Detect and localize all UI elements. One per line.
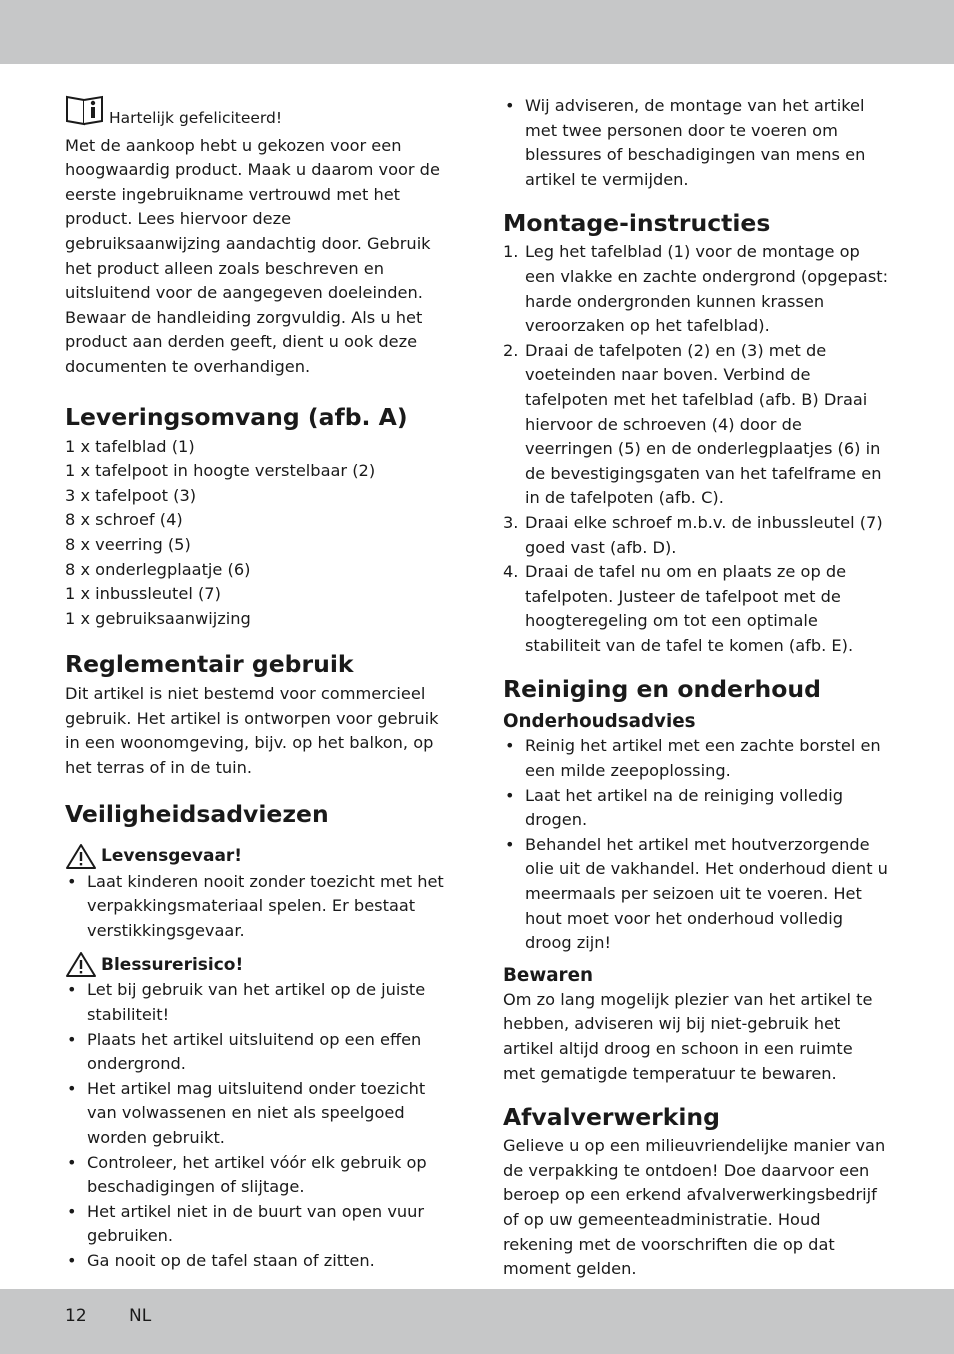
bullet-marker: • <box>505 834 515 854</box>
step-text: Leg het tafelblad (1) voor de montage op een vlakke en zachte ondergrond (opgepast: harde ondergronden kunnen krassen veroorzaken op het tafelblad). <box>525 242 889 336</box>
step-text: Draai de tafelpoten (2) en (3) met de voeteinden naar boven. Verbind de tafelpoten met het tafelblad (afb. B) Draai hiervoor de schroeven (4) door de veerringen (5) en de onderlegplaatjes (6) in de bevestigingsgaten van het tafelframe en in de tafelpoten (afb. C). <box>525 340 882 508</box>
list-item: 1 x tafelpoot in hoogte verstelbaar (2) <box>65 461 376 481</box>
danger-warning <box>65 843 455 870</box>
list-item <box>65 1028 455 1077</box>
bullet-marker: • <box>67 1152 77 1172</box>
list-item-text: Ga nooit op de tafel staan of zitten. <box>87 1250 375 1270</box>
list-item-text: Let bij gebruik van het artikel op de juiste stabiliteit! <box>87 980 426 1025</box>
list-item: 1 x tafelblad (1) <box>65 436 195 456</box>
list-item <box>65 1077 455 1151</box>
list-item <box>503 734 893 783</box>
assembly-title: Montage-instructies <box>503 209 771 238</box>
assembly-step <box>503 511 893 560</box>
list-item-text: Laat kinderen nooit zonder toezicht met het verpakkingsmateriaal spelen. Er bestaat verstikkingsgevaar. <box>87 871 444 940</box>
list-item-text: Behandel het artikel met houtverzorgende olie uit de vakhandel. Het onderhoud dient u meermaals per seizoen uit te voeren. Het hout moet voor het onderhoud volledig droog zijn! <box>525 834 888 953</box>
bullet-marker: • <box>67 1029 77 1049</box>
list-item-text: Wij adviseren, de montage van het artikel met twee personen door te voeren om blessures of beschadigingen van mens en artikel te vermijden. <box>525 96 866 189</box>
list-item <box>65 1151 455 1200</box>
danger-list <box>65 870 455 944</box>
assembly-step <box>503 240 893 338</box>
language-code: NL <box>129 1306 152 1326</box>
list-item: 1 x gebruiksaanwijzing <box>65 608 251 628</box>
intro-greeting: Hartelijk gefeliciteerd! <box>109 109 283 127</box>
list-item <box>503 833 893 956</box>
warning-icon <box>65 951 97 978</box>
left-column <box>65 94 455 1274</box>
danger-label: Levensgevaar! <box>101 846 243 867</box>
disposal-body: Gelieve u op een milieuvriendelijke manier van de verpakking te ontdoen! Doe daarvoor een beroep op een erkend afvalverwerkingsbedrijf of op uw gemeenteadministratie. Houd rekening met de voorschriften die op dat moment gelden. <box>503 1136 886 1279</box>
list-item: 8 x schroef (4) <box>65 510 183 530</box>
list-item <box>65 978 455 1027</box>
list-item-text: Plaats het artikel uitsluitend op een effen ondergrond. <box>87 1029 422 1074</box>
list-item <box>65 1200 455 1249</box>
list-item-text: Reinig het artikel met een zachte borstel en een milde zeepoplossing. <box>525 736 881 781</box>
injury-label: Blessurerisico! <box>101 954 244 975</box>
step-number: 4. <box>503 562 519 582</box>
step-number: 1. <box>503 242 519 262</box>
list-item-text: Het artikel mag uitsluitend onder toezicht van volwassenen en niet als speelgoed worden gebruikt. <box>87 1078 426 1147</box>
bullet-marker: • <box>505 96 515 115</box>
maintenance-subtitle: Onderhoudsadvies <box>503 711 696 733</box>
cleaning-title: Reiniging en onderhoud <box>503 675 821 704</box>
step-text: Draai elke schroef m.b.v. de inbussleutel (7) goed vast (afb. D). <box>525 512 883 557</box>
bullet-marker: • <box>505 736 515 756</box>
assembly-step <box>503 560 893 658</box>
intro-body: Met de aankoop hebt u gekozen voor een hoogwaardig product. Maak u daarom voor de eerste ingebruikname vertrouwd met het product. Lees hiervoor deze gebruiksaanwijzing aandachtig door. Gebruik het product alleen zoals beschreven en uitsluitend voor de aangegeven doeleinden. Bewaar de handleiding zorgvuldig. Als u het product aan derden geeft, dient u ook deze documenten te overhandigen. <box>65 135 440 376</box>
scope-list <box>65 435 455 632</box>
safety-extra-list <box>503 94 893 192</box>
list-item: 8 x veerring (5) <box>65 534 191 554</box>
list-item: 8 x onderlegplaatje (6) <box>65 559 251 579</box>
bullet-marker: • <box>505 785 515 805</box>
list-item <box>65 870 455 944</box>
list-item-text: Het artikel niet in de buurt van open vuur gebruiken. <box>87 1201 425 1246</box>
bullet-marker: • <box>67 871 77 891</box>
step-number: 2. <box>503 340 519 360</box>
list-item <box>65 1249 455 1274</box>
disposal-title: Afvalverwerking <box>503 1103 720 1132</box>
header-bar <box>0 0 954 64</box>
cleaning-list <box>503 734 893 955</box>
scope-title: Leveringsomvang (afb. A) <box>65 402 408 431</box>
assembly-steps <box>503 240 893 658</box>
step-number: 3. <box>503 512 519 532</box>
list-item <box>503 94 893 192</box>
use-title: Reglementair gebruik <box>65 650 354 679</box>
step-text: Draai de tafel nu om en plaats ze op de tafelpoten. Justeer de tafelpoot met de hoogteregeling om tot een optimale stabiliteit van de tafel te komen (afb. E). <box>525 562 854 655</box>
bullet-marker: • <box>67 1201 77 1221</box>
list-item-text: Laat het artikel na de reiniging volledig drogen. <box>525 785 844 830</box>
storage-body: Om zo lang mogelijk plezier van het artikel te hebben, adviseren wij bij niet-gebruik het artikel altijd droog en schoon in een ruimte met gematigde temperatuur te bewaren. <box>503 989 873 1083</box>
footer-bar <box>0 1289 954 1354</box>
list-item: 3 x tafelpoot (3) <box>65 485 197 505</box>
page-number: 12 <box>65 1306 87 1326</box>
list-item-text: Controleer, het artikel vóór elk gebruik op beschadigingen of slijtage. <box>87 1152 427 1197</box>
assembly-step <box>503 339 893 511</box>
bullet-marker: • <box>67 980 77 1000</box>
bullet-marker: • <box>67 1250 77 1270</box>
warning-icon <box>65 843 97 870</box>
bullet-marker: • <box>67 1078 77 1098</box>
safety-title: Veiligheidsadviezen <box>65 799 329 828</box>
injury-warning <box>65 951 455 978</box>
injury-list <box>65 978 455 1273</box>
right-column <box>503 94 893 1282</box>
use-body: Dit artikel is niet bestemd voor commercieel gebruik. Het artikel is ontworpen voor gebruik in een woonomgeving, bijv. op het balkon, op het terras of in de tuin. <box>65 684 439 778</box>
manual-info-icon <box>65 94 105 134</box>
intro <box>65 94 455 380</box>
list-item: 1 x inbussleutel (7) <box>65 584 221 604</box>
list-item <box>503 784 893 833</box>
storage-title: Bewaren <box>503 964 593 986</box>
